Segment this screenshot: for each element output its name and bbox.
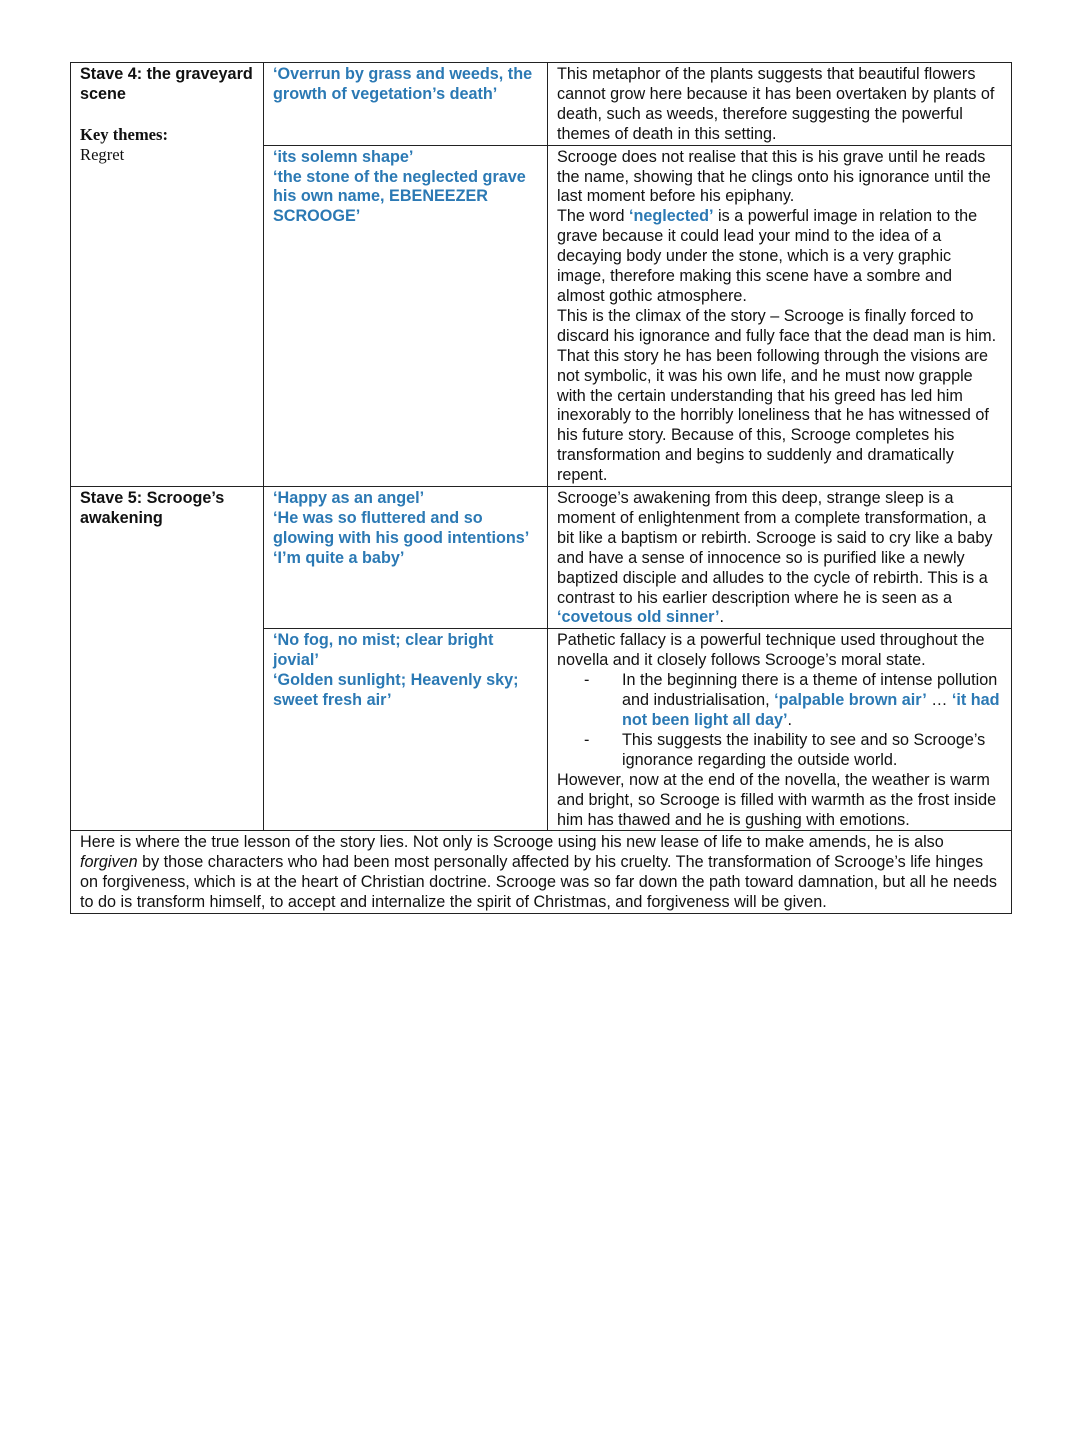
stave-5-label: Stave 5: Scrooge’s awakening [80,489,225,527]
quote-cell [264,629,548,831]
analysis-text: Scrooge’s awakening from this deep, strange sleep is a moment of enlightenment from a complete transformation, a bit like a baptism or rebirth. Scrooge is said to cry like a baby and have a sense of innocence so is purified like a newly baptized disciple and alludes to the cycle of rebirth. This is a contrast to his earlier description where he is seen as a ‘covetous old sinner’. [557,489,993,627]
key-themes-heading: Key themes: [80,124,169,144]
bullet-list [557,671,1003,771]
list-item: - In the beginning there is a theme of intense pollution and industrialisation, ‘palpable brown air’ … ‘it had not been light all day’. [584,671,1003,731]
quote-no-fog: ‘No fog, no mist; clear bright jovial’ [273,631,494,670]
table-row [71,487,1012,629]
quote-solemn-shape: ‘its solemn shape’ [273,147,414,166]
analysis-text: This metaphor of the plants suggests that beautiful flowers cannot grow here because it has been overtaken by plants of death, such as weeds, therefore suggesting the powerful themes of death in this setting. [557,65,995,143]
inline-quote: ‘palpable brown air’ [774,691,927,710]
inline-quote: ‘neglected’ [628,207,714,226]
analysis-cell [548,487,1012,629]
inline-quote: ‘it had not been light all day’ [622,691,1000,729]
quote-happy-angel: ‘Happy as an angel’ [273,489,425,508]
analysis-table [70,62,1012,914]
inline-quote: ‘covetous old sinner’ [557,608,720,627]
analysis-cell [548,629,1012,831]
summary-cell: Here is where the true lesson of the story lies. Not only is Scrooge using his new lease of life to make amends, he is also forgiven by those characters who had been most personally affected by his cruelty. The transformation of Scrooge’s life hinges on forgiveness, which is at the heart of Christian doctrine. Scrooge was so far down the path toward damnation, but all he needs to do is transform himself, to accept and internalize the spirit of Christmas, and forgiveness will be given. [71,831,1012,914]
quote-cell [264,63,548,146]
stave-5-cell [71,487,264,831]
quote-fluttered: ‘He was so fluttered and so glowing with his good intentions’ [273,508,530,547]
analysis-cell [548,63,1012,146]
analysis-cell [548,145,1012,486]
table-row [71,63,1012,146]
table-row [71,831,1012,914]
list-item: - This suggests the inability to see and so Scrooge’s ignorance regarding the outside world. [584,731,1003,771]
stave-4-label: Stave 4: the graveyard scene [80,65,253,103]
stave-4-cell [71,63,264,487]
quote-baby: ‘I’m quite a baby’ [273,548,405,567]
analysis-text: The word ‘neglected’ is a powerful image in relation to the grave because it could lead your mind to the idea of a decaying body under the stone, which is a very graphic image, therefore making this scene have a sombre and almost gothic atmosphere. [557,207,978,305]
quote-neglected-grave: ‘the stone of the neglected grave his own name, EBENEEZER SCROOGE’ [273,167,526,226]
analysis-text: This is the climax of the story – Scrooge is finally forced to discard his ignorance and fully face that the dead man is him. That this story he has been following through the visions are not symbolic, it was his own life, and he must now grapple with the certain understanding that his greed has led him inexorably to the horribly loneliness that he has witnessed of his future story. Because of this, Scrooge completes his transformation and begins to suddenly and dramatically repent. [557,306,997,485]
analysis-text: Pathetic fallacy is a powerful technique used throughout the novella and it closely follows Scrooge’s moral state. [557,631,985,670]
quote-cell [264,487,548,629]
quote-golden-sunlight: ‘Golden sunlight; Heavenly sky; sweet fresh air’ [273,671,519,710]
quote-overrun: ‘Overrun by grass and weeds, the growth of vegetation’s death’ [273,65,533,103]
quote-cell [264,145,548,486]
analysis-text: Scrooge does not realise that this is his grave until he reads the name, showing that he clings onto his ignorance until the last moment before his epiphany. [557,147,991,206]
analysis-text: However, now at the end of the novella, the weather is warm and bright, so Scrooge is filled with warmth as the frost inside him has thawed and he is gushing with emotions. [557,770,997,829]
key-themes-value: Regret [80,144,125,164]
emphasis-forgiven: forgiven [80,853,138,872]
